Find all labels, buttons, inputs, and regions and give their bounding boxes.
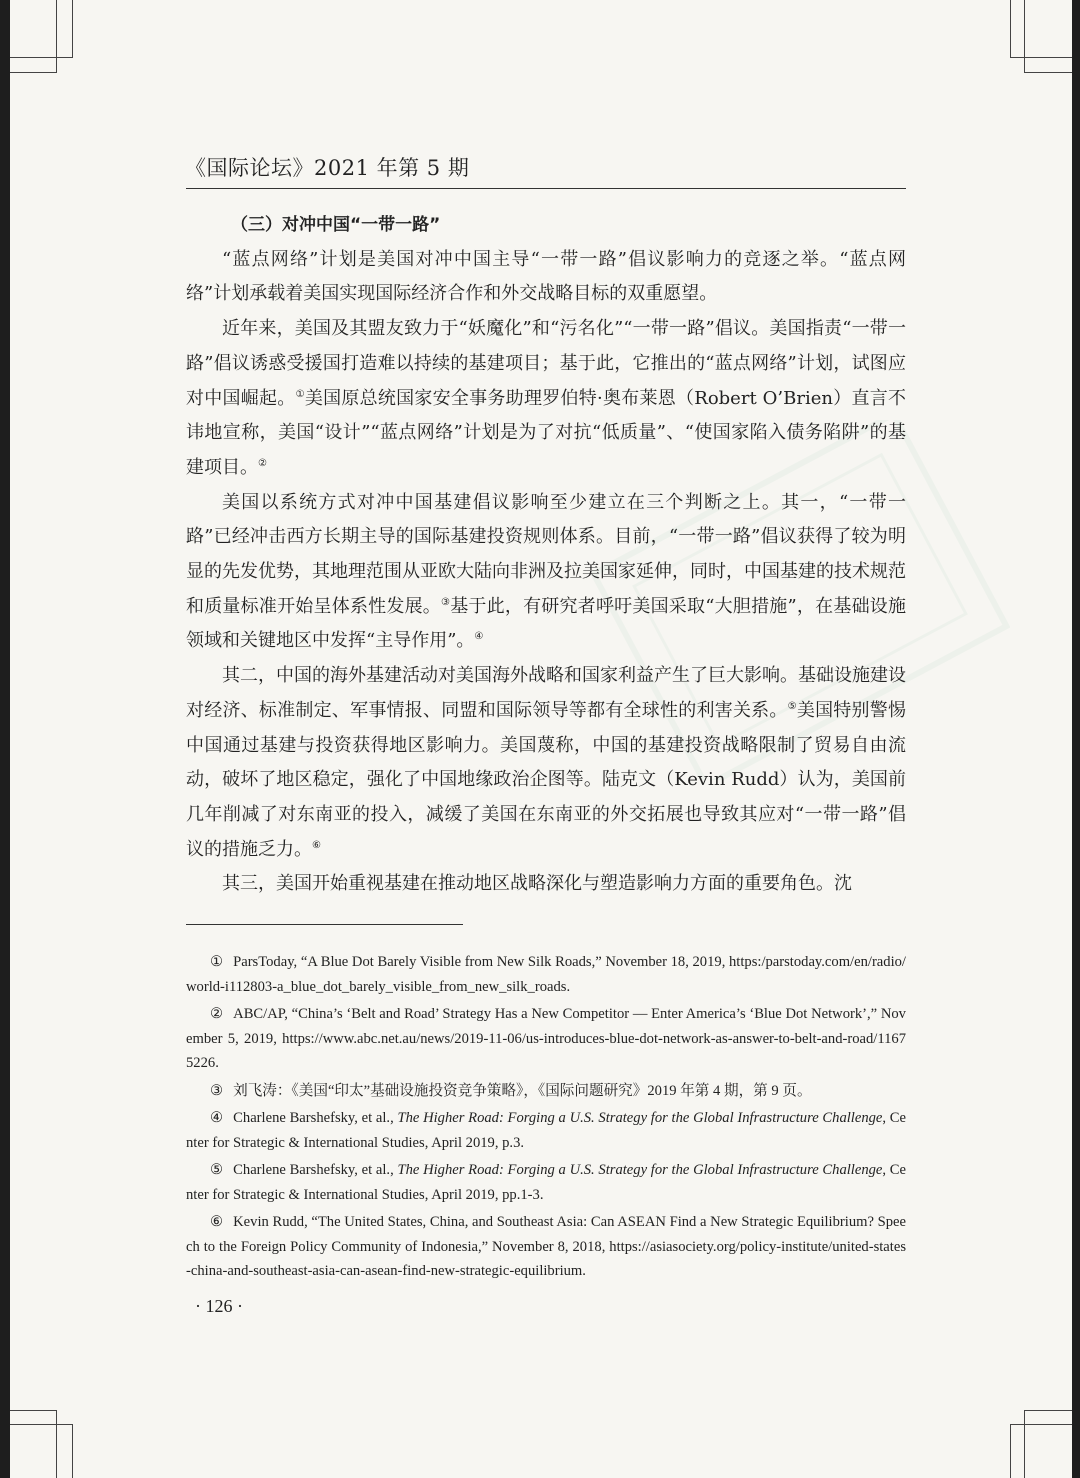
paragraph-3 (186, 486, 906, 660)
footnote-3 (186, 1079, 906, 1104)
paragraph-2 (186, 312, 906, 486)
crop-mark-top-left-h2 (10, 72, 57, 73)
paragraph-text: 其二，中国的海外基建活动对美国海外战略和国家利益产生了巨大影响。基础设施建设对经济、标准制定、军事情报、同盟和国际领导等都有全球性的利害关系。 (186, 665, 906, 721)
footnote-number: ① (210, 954, 224, 970)
paragraph-1 (186, 243, 906, 312)
journal-header: 《国际论坛》2021 年第 5 期 (185, 156, 470, 180)
crop-mark-bottom-right-h (1024, 1410, 1072, 1411)
crop-mark-top-right-h (1010, 57, 1072, 58)
footnote-ref[interactable]: ⑥ (312, 839, 321, 851)
crop-mark-bottom-right-v2 (1010, 1424, 1011, 1478)
crop-mark-top-left-v2 (56, 0, 57, 72)
footnote-text: ParsToday, “A Blue Dot Barely Visible from New Silk Roads,” November 18, 2019, https:/parstoday.com/en/radio/world-i112803-a_blue_dot_barely_visible_from_new_silk_roads. (186, 954, 906, 995)
crop-mark-top-right-v (1010, 0, 1011, 58)
footnotes (186, 950, 906, 1287)
footnote-title: The Higher Road: Forging a U.S. Strategy for the Global Infrastructure Challenge (397, 1110, 883, 1126)
footnote-number: ④ (210, 1110, 224, 1126)
footnote-text: Charlene Barshefsky, et al., (233, 1162, 398, 1178)
crop-mark-bottom-right-v (1024, 1410, 1025, 1478)
footnote-ref[interactable]: ③ (441, 596, 451, 608)
crop-mark-top-left-h (10, 57, 73, 58)
paragraph-text: 近年来，美国及其盟友致力于“妖魔化”和“污名化”“一带一路”倡议。美国指责“一带一路”倡议诱惑受援国打造难以持续的基建项目；基于此，它推出的“蓝点网络”计划，试图应对中国崛起。 (186, 318, 906, 409)
crop-mark-top-left-v (72, 0, 73, 58)
document-page (10, 0, 1072, 1478)
footnote-number: ② (210, 1006, 224, 1022)
footnote-ref[interactable]: ① (295, 388, 305, 400)
body-text (186, 208, 906, 902)
crop-mark-top-right-h2 (1024, 72, 1072, 73)
crop-mark-bottom-left-v (56, 1410, 57, 1478)
footnote-5 (186, 1158, 906, 1207)
paragraph-text: 美国特别警惕中国通过基建与投资获得地区影响力。美国蔑称，中国的基建投资战略限制了贸易自由流动，破坏了地区稳定，强化了中国地缘政治企图等。陆克文（Kevin Rudd）认为，美国前几年削减了对东南亚的投入，减缓了美国在东南亚的外交拓展也导致其应对“一带一路”倡议的措施乏力。 (186, 699, 907, 860)
footnote-ref[interactable]: ⑤ (787, 700, 797, 712)
footnote-number: ⑥ (210, 1214, 224, 1230)
crop-mark-bottom-left-h (10, 1410, 57, 1411)
footnote-text: , Center for Strategic & International Studies, April 2019, pp.1-3. (186, 1162, 906, 1203)
paragraph-text: 美国以系统方式对冲中国基建倡议影响至少建立在三个判断之上。其一，“一带一路”已经冲击西方长期主导的国际基建投资规则体系。目前，“一带一路”倡议获得了较为明显的先发优势，其地理范围从亚欧大陆向非洲及拉美国家延伸，同时，中国基建的技术规范和质量标准开始呈体系性发展。 (186, 491, 906, 617)
footnote-number: ③ (210, 1082, 224, 1099)
footnote-6 (186, 1210, 906, 1284)
crop-mark-bottom-right-h2 (1010, 1424, 1072, 1425)
page-number: · 126 · (195, 1296, 243, 1316)
footnote-title: The Higher Road: Forging a U.S. Strategy for the Global Infrastructure Challenge (397, 1162, 883, 1178)
footnote-4 (186, 1106, 906, 1155)
footnote-text: , Center for Strategic & International Studies, April 2019, p.3. (186, 1110, 906, 1151)
paragraph-text: 美国原总统国家安全事务助理罗伯特·奥布莱恩（Robert O’Brien）直言不讳地宣称，美国“设计”“蓝点网络”计划是为了对抗“低质量”、“使国家陷入债务陷阱”的基建项目。 (186, 387, 907, 478)
footnote-ref[interactable]: ④ (474, 631, 484, 643)
footnote-ref[interactable]: ② (258, 457, 267, 469)
footnote-2 (186, 1002, 906, 1076)
paragraph-text: 其三，美国开始重视基建在推动地区战略深化与塑造影响力方面的重要角色。沈 (222, 873, 852, 895)
crop-mark-top-right-v2 (1024, 0, 1025, 72)
footnote-text: Kevin Rudd, “The United States, China, and Southeast Asia: Can ASEAN Find a New Strategic Equilibrium? Speech to the Foreign Policy Community of Indonesia,” November 8, 2018, https://asiasociety.org/policy-institute/united-states-china-and-southeast-asia-can-asean-find-new-strategic-equilibrium. (186, 1214, 906, 1279)
footnote-text: 刘飞涛：《美国“印太”基础设施投资竞争策略》，《国际问题研究》2019 年第 4 期，第 9 页。 (233, 1082, 812, 1099)
header-rule (186, 188, 906, 189)
paragraph-text: 基于此，有研究者呼吁美国采取“大胆措施”，在基础设施领域和关键地区中发挥“主导作用”。 (186, 595, 907, 652)
paragraph-5 (186, 867, 906, 902)
crop-mark-bottom-left-v2 (72, 1424, 73, 1478)
footnote-text: Charlene Barshefsky, et al., (233, 1110, 398, 1126)
paragraph-text: “蓝点网络”计划是美国对冲中国主导“一带一路”倡议影响力的竞逐之举。“蓝点网络”计划承载着美国实现国际经济合作和外交战略目标的双重愿望。 (186, 248, 906, 305)
section-heading: （三）对冲中国“一带一路” (231, 215, 441, 235)
footnote-text: ABC/AP, “China’s ‘Belt and Road’ Strategy Has a New Competitor — Enter America’s ‘Blue Dot Network’,” November 5, 2019, https://www.abc.net.au/news/2019-11-06/us-introduces-blue-dot-network-as-answer-to-belt-and-road/11675226. (186, 1006, 906, 1071)
footnote-1 (186, 950, 906, 999)
paragraph-4 (186, 659, 906, 867)
footnote-rule (186, 924, 463, 925)
crop-mark-bottom-left-h2 (10, 1424, 73, 1425)
footnote-number: ⑤ (210, 1162, 224, 1178)
